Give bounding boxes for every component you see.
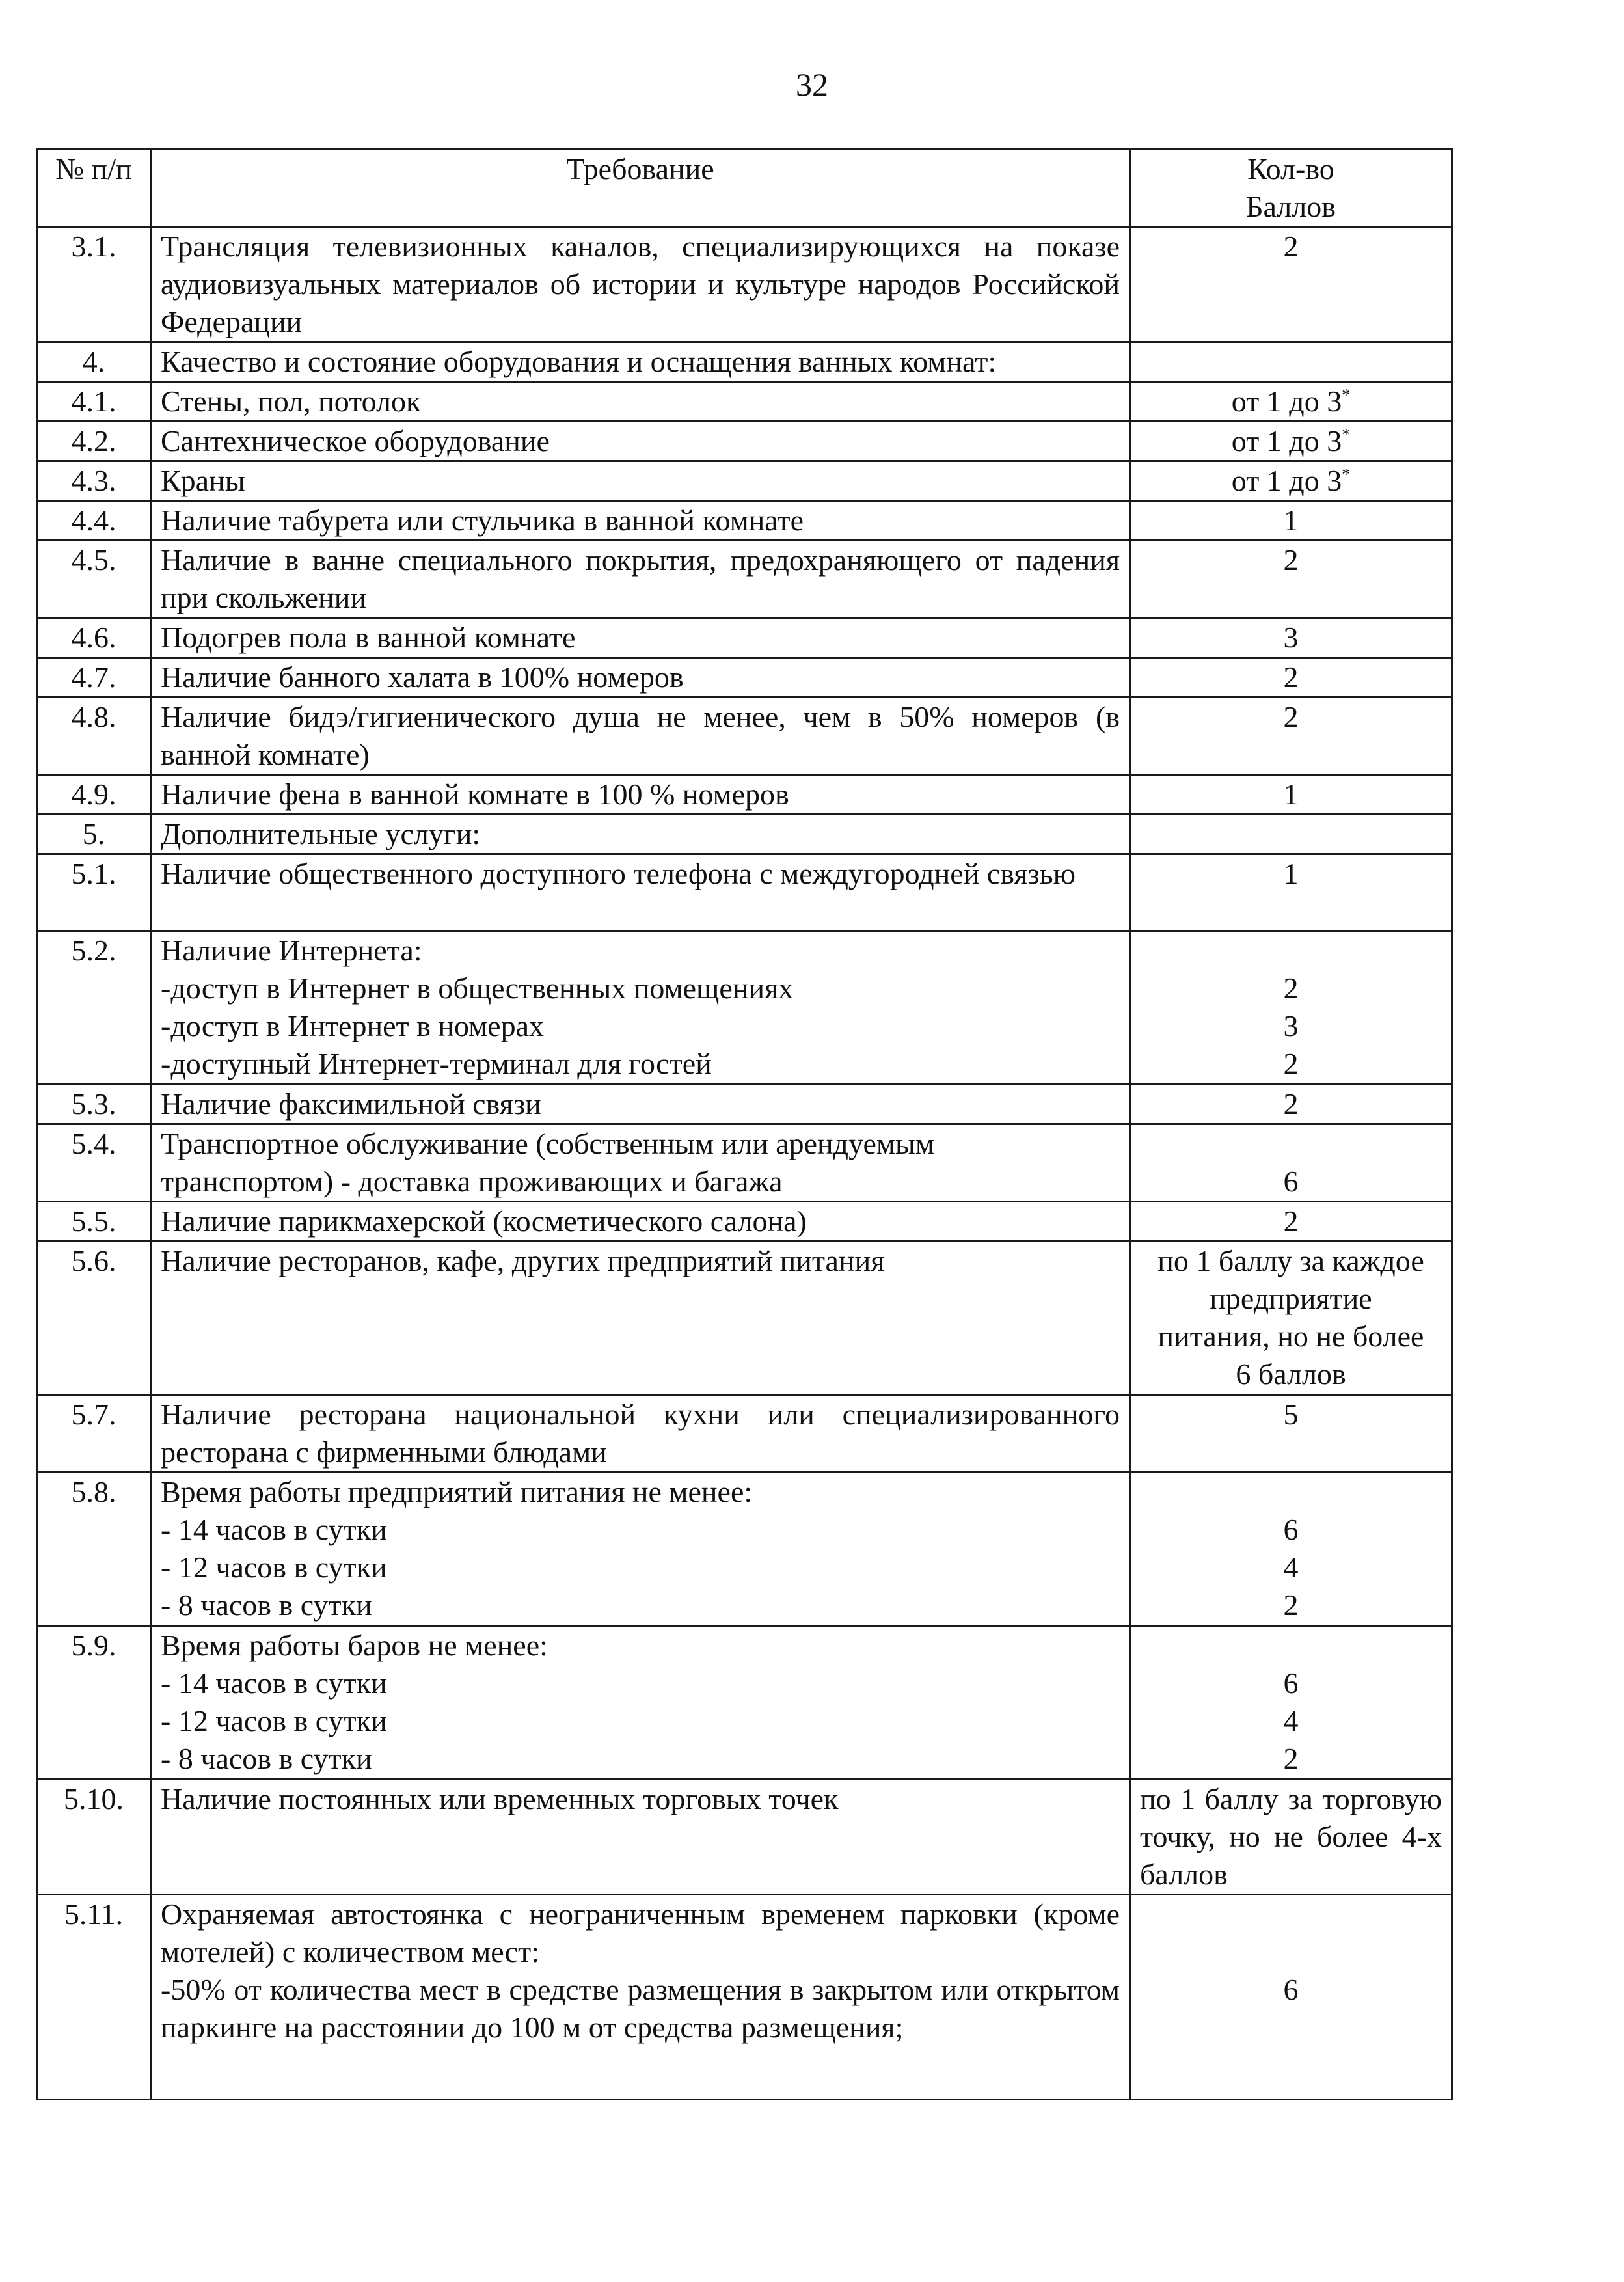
header-num: № п/п	[37, 150, 151, 227]
table-row	[37, 1473, 1452, 1626]
points-cell	[1130, 227, 1452, 342]
requirement-cell	[151, 618, 1130, 658]
requirement-text: Наличие банного халата в 100% номеров	[161, 660, 684, 694]
requirement-cell	[151, 1895, 1130, 2100]
points-value: 6	[1283, 1165, 1299, 1198]
points-cell	[1130, 815, 1452, 854]
points-value: 6	[1283, 1666, 1299, 1700]
row-number: 5.9.	[37, 1626, 151, 1780]
requirement-text: Наличие ресторанов, кафе, других предприятий питания	[161, 1244, 885, 1277]
points-value: 6 баллов	[1236, 1357, 1346, 1391]
requirement-cell	[151, 1124, 1130, 1202]
points-value: 2	[1283, 1588, 1299, 1622]
table-row	[37, 618, 1452, 658]
points-value: 1	[1283, 778, 1299, 811]
header-requirement: Требование	[151, 150, 1130, 227]
requirement-text: - 12 часов в сутки	[161, 1551, 387, 1584]
table-row	[37, 541, 1452, 618]
row-number: 4.7.	[37, 658, 151, 698]
row-number: 5.1.	[37, 854, 151, 931]
header-points: Кол-во Баллов	[1130, 150, 1452, 227]
requirement-text: Транспортное обслуживание (собственным или арендуемым	[161, 1127, 935, 1160]
row-number: 4.4.	[37, 501, 151, 541]
points-value: 6	[1283, 1513, 1299, 1546]
requirement-cell	[151, 1242, 1130, 1395]
table-row	[37, 1626, 1452, 1780]
points-cell	[1130, 698, 1452, 775]
points-value	[1140, 343, 1442, 381]
row-number: 5.	[37, 815, 151, 854]
points-value: от 1 до 3*	[1231, 464, 1351, 497]
requirement-text: Краны	[161, 464, 245, 497]
requirement-cell	[151, 1780, 1130, 1895]
footnote-marker: *	[1342, 385, 1351, 405]
points-cell	[1130, 618, 1452, 658]
footnote-marker: *	[1342, 465, 1351, 484]
points-value	[1140, 1895, 1442, 1933]
requirement-cell	[151, 658, 1130, 698]
requirement-text: транспортом) - доставка проживающих и багажа	[161, 1165, 783, 1198]
requirement-text: Качество и состояние оборудования и оснащения ванных комнат:	[161, 345, 997, 378]
table-row	[37, 1124, 1452, 1202]
requirement-cell	[151, 1626, 1130, 1780]
points-value: 4	[1283, 1551, 1299, 1584]
points-cell	[1130, 342, 1452, 382]
table-row	[37, 461, 1452, 501]
row-number: 4.8.	[37, 698, 151, 775]
requirement-text: Наличие ресторана национальной кухни или специализированного ресторана с фирменными блюдами	[161, 1398, 1120, 1469]
requirement-cell	[151, 1085, 1130, 1124]
requirement-cell	[151, 227, 1130, 342]
requirement-cell	[151, 1202, 1130, 1242]
requirement-cell	[151, 382, 1130, 422]
page-number: 32	[796, 66, 828, 103]
table-row	[37, 1780, 1452, 1895]
row-number: 4.1.	[37, 382, 151, 422]
requirement-cell	[151, 931, 1130, 1085]
points-value: 2	[1283, 1047, 1299, 1080]
row-number: 5.5.	[37, 1202, 151, 1242]
points-value	[1140, 1473, 1442, 1511]
requirement-text: Наличие в ванне специального покрытия, предохраняющего от падения при скольжении	[161, 543, 1120, 614]
table-row	[37, 854, 1452, 931]
table-row	[37, 1395, 1452, 1473]
requirement-cell	[151, 698, 1130, 775]
points-value: 6	[1283, 1973, 1299, 2006]
points-cell	[1130, 931, 1452, 1085]
table-row	[37, 227, 1452, 342]
points-cell	[1130, 1395, 1452, 1473]
requirement-text: - 14 часов в сутки	[161, 1666, 387, 1700]
points-value: 1	[1283, 857, 1299, 890]
points-cell	[1130, 1124, 1452, 1202]
points-cell	[1130, 382, 1452, 422]
points-cell	[1130, 1780, 1452, 1895]
points-cell	[1130, 461, 1452, 501]
points-cell	[1130, 1242, 1452, 1395]
row-number: 4.9.	[37, 775, 151, 815]
table-row	[37, 422, 1452, 461]
points-value	[1140, 1627, 1442, 1664]
requirement-text: Сантехническое оборудование	[161, 424, 550, 457]
table-body	[37, 227, 1452, 2100]
points-value: 2	[1283, 700, 1299, 733]
requirement-text: - 14 часов в сутки	[161, 1513, 387, 1546]
requirement-text: - 12 часов в сутки	[161, 1704, 387, 1737]
requirement-text: Наличие табурета или стульчика в ванной комнате	[161, 504, 804, 537]
requirement-text: - 8 часов в сутки	[161, 1742, 372, 1775]
requirement-cell	[151, 461, 1130, 501]
footnote-marker: *	[1342, 425, 1351, 444]
points-cell	[1130, 658, 1452, 698]
requirement-text: Наличие бидэ/гигиенического душа не менее, чем в 50% номеров (в ванной комнате)	[161, 700, 1120, 771]
row-number: 5.11.	[37, 1895, 151, 2100]
row-number: 5.10.	[37, 1780, 151, 1895]
points-value: от 1 до 3*	[1231, 424, 1351, 457]
row-number: 4.5.	[37, 541, 151, 618]
table-row	[37, 931, 1452, 1085]
requirement-text: Время работы предприятий питания не менее:	[161, 1475, 753, 1508]
points-value: 2	[1283, 1087, 1299, 1121]
row-number: 5.7.	[37, 1395, 151, 1473]
points-cell	[1130, 1626, 1452, 1780]
requirement-cell	[151, 541, 1130, 618]
table-row	[37, 1085, 1452, 1124]
requirement-text: Время работы баров не менее:	[161, 1629, 548, 1662]
table-row	[37, 698, 1452, 775]
row-number: 5.8.	[37, 1473, 151, 1626]
row-number: 5.3.	[37, 1085, 151, 1124]
requirement-text: -доступный Интернет-терминал для гостей	[161, 1047, 712, 1080]
row-number: 4.	[37, 342, 151, 382]
row-number: 4.2.	[37, 422, 151, 461]
points-value	[1140, 1125, 1442, 1163]
points-cell	[1130, 854, 1452, 931]
requirement-cell	[151, 775, 1130, 815]
points-value	[1140, 1933, 1442, 1971]
points-value: 3	[1283, 621, 1299, 654]
row-number: 5.4.	[37, 1124, 151, 1202]
requirement-text: Охраняемая автостоянка с неограниченным временем парковки (кроме мотелей) с количеством мест:	[161, 1897, 1120, 1968]
points-value: 3	[1283, 1009, 1299, 1042]
requirement-text: Наличие постоянных или временных торговых точек	[161, 1782, 839, 1815]
requirement-text: Подогрев пола в ванной комнате	[161, 621, 576, 654]
requirement-text: - 8 часов в сутки	[161, 1588, 372, 1622]
requirements-table	[36, 148, 1453, 2100]
points-value: по 1 баллу за торговую точку, но не более 4-х баллов	[1140, 1782, 1442, 1891]
requirement-cell	[151, 342, 1130, 382]
points-value: 2	[1283, 230, 1299, 263]
points-value: 2	[1283, 543, 1299, 577]
requirement-cell	[151, 1395, 1130, 1473]
row-number: 4.3.	[37, 461, 151, 501]
points-value: 2	[1283, 660, 1299, 694]
requirement-text: Наличие общественного доступного телефона с междугородней связью	[161, 857, 1076, 890]
points-value	[1140, 815, 1442, 853]
row-number: 5.2.	[37, 931, 151, 1085]
row-number: 4.6.	[37, 618, 151, 658]
points-cell	[1130, 1202, 1452, 1242]
points-value: 1	[1283, 504, 1299, 537]
row-number: 3.1.	[37, 227, 151, 342]
points-cell	[1130, 1473, 1452, 1626]
points-value: питания, но не более	[1157, 1320, 1424, 1353]
requirement-text: Наличие Интернета:	[161, 934, 422, 967]
requirement-text: -доступ в Интернет в общественных помещениях	[161, 971, 794, 1005]
table-row	[37, 342, 1452, 382]
table-row	[37, 382, 1452, 422]
points-value: 2	[1283, 971, 1299, 1005]
requirement-text: Стены, пол, потолок	[161, 385, 421, 418]
table-row	[37, 658, 1452, 698]
points-value: предприятие	[1210, 1282, 1372, 1315]
table-row	[37, 501, 1452, 541]
points-cell	[1130, 501, 1452, 541]
points-cell	[1130, 422, 1452, 461]
requirement-text: Дополнительные услуги:	[161, 817, 481, 850]
table-row	[37, 1242, 1452, 1395]
points-cell	[1130, 541, 1452, 618]
table-row	[37, 1895, 1452, 2100]
requirement-text: Наличие парикмахерской (косметического салона)	[161, 1204, 807, 1238]
requirement-text: Наличие факсимильной связи	[161, 1087, 541, 1121]
table-header-row	[37, 150, 1452, 227]
points-value: 2	[1283, 1204, 1299, 1238]
requirement-text: Трансляция телевизионных каналов, специализирующихся на показе аудиовизуальных материалов об истории и культуре народов Российской Федерации	[161, 230, 1120, 338]
requirement-cell	[151, 815, 1130, 854]
points-cell	[1130, 775, 1452, 815]
points-cell	[1130, 1085, 1452, 1124]
points-value: по 1 баллу за каждое	[1157, 1244, 1424, 1277]
points-value: 5	[1283, 1398, 1299, 1431]
requirement-cell	[151, 854, 1130, 931]
requirement-cell	[151, 422, 1130, 461]
requirement-cell	[151, 501, 1130, 541]
requirement-cell	[151, 1473, 1130, 1626]
row-number: 5.6.	[37, 1242, 151, 1395]
points-cell	[1130, 1895, 1452, 2100]
table-row	[37, 775, 1452, 815]
table-row	[37, 815, 1452, 854]
requirement-text: Наличие фена в ванной комнате в 100 % номеров	[161, 778, 789, 811]
requirement-text: -доступ в Интернет в номерах	[161, 1009, 545, 1042]
points-value: 2	[1283, 1742, 1299, 1775]
requirement-text: -50% от количества мест в средстве размещения в закрытом или открытом паркинге на расстоянии до 100 м от средства размещения;	[161, 1973, 1120, 2044]
table-row	[37, 1202, 1452, 1242]
points-value: 4	[1283, 1704, 1299, 1737]
points-value	[1140, 932, 1442, 970]
points-value: от 1 до 3*	[1231, 385, 1351, 418]
